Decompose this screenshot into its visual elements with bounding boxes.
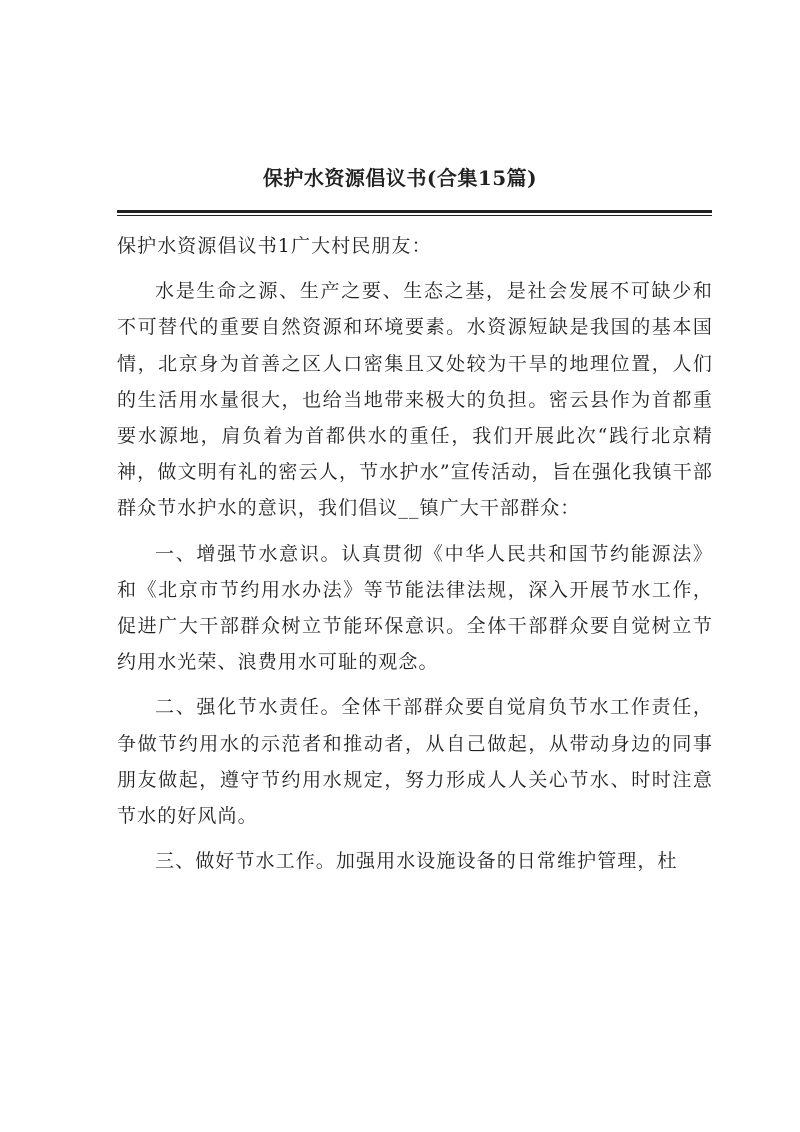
document-body (117, 228, 713, 888)
paragraph-intro: 水是生命之源、生产之要、生态之基，是社会发展不可缺少和不可替代的重要自然资源和环境要素。水资源短缺是我国的基本国情，北京身为首善之区人口密集且又处较为干旱的地理位置，人们的生活用水量很大，也给当地带来极大的负担。密云县作为首都重要水源地，肩负着为首都供水的重任，我们开展此次“践行北京精神，做文明有礼的密云人，节水护水”宣传活动，旨在强化我镇干部群众节水护水的意识，我们倡议__镇广大干部群众： (117, 280, 713, 520)
title-divider-thick (117, 210, 712, 213)
paragraph-point-1: 一、增强节水意识。认真贯彻《中华人民共和国节约能源法》和《北京市节约用水办法》等节能法律法规，深入开展节水工作，促进广大干部群众树立节能环保意识。全体干部群众要自觉树立节约用水光荣、浪费用水可耻的观念。 (117, 542, 713, 674)
paragraph-salutation: 保护水资源倡议书1广大村民朋友： (117, 235, 432, 257)
paragraph-point-2: 二、强化节水责任。全体干部群众要自觉肩负节水工作责任，争做节约用水的示范者和推动者，从自己做起，从带动身边的同事朋友做起，遵守节约用水规定，努力形成人人关心节水、时时注意节水的好风尚。 (117, 696, 713, 828)
title-divider-thin (117, 215, 712, 216)
paragraph-point-3: 三、做好节水工作。加强用水设施设备的日常维护管理，杜 (155, 850, 678, 873)
document-title: 保护水资源倡议书(合集15篇) (262, 166, 538, 190)
